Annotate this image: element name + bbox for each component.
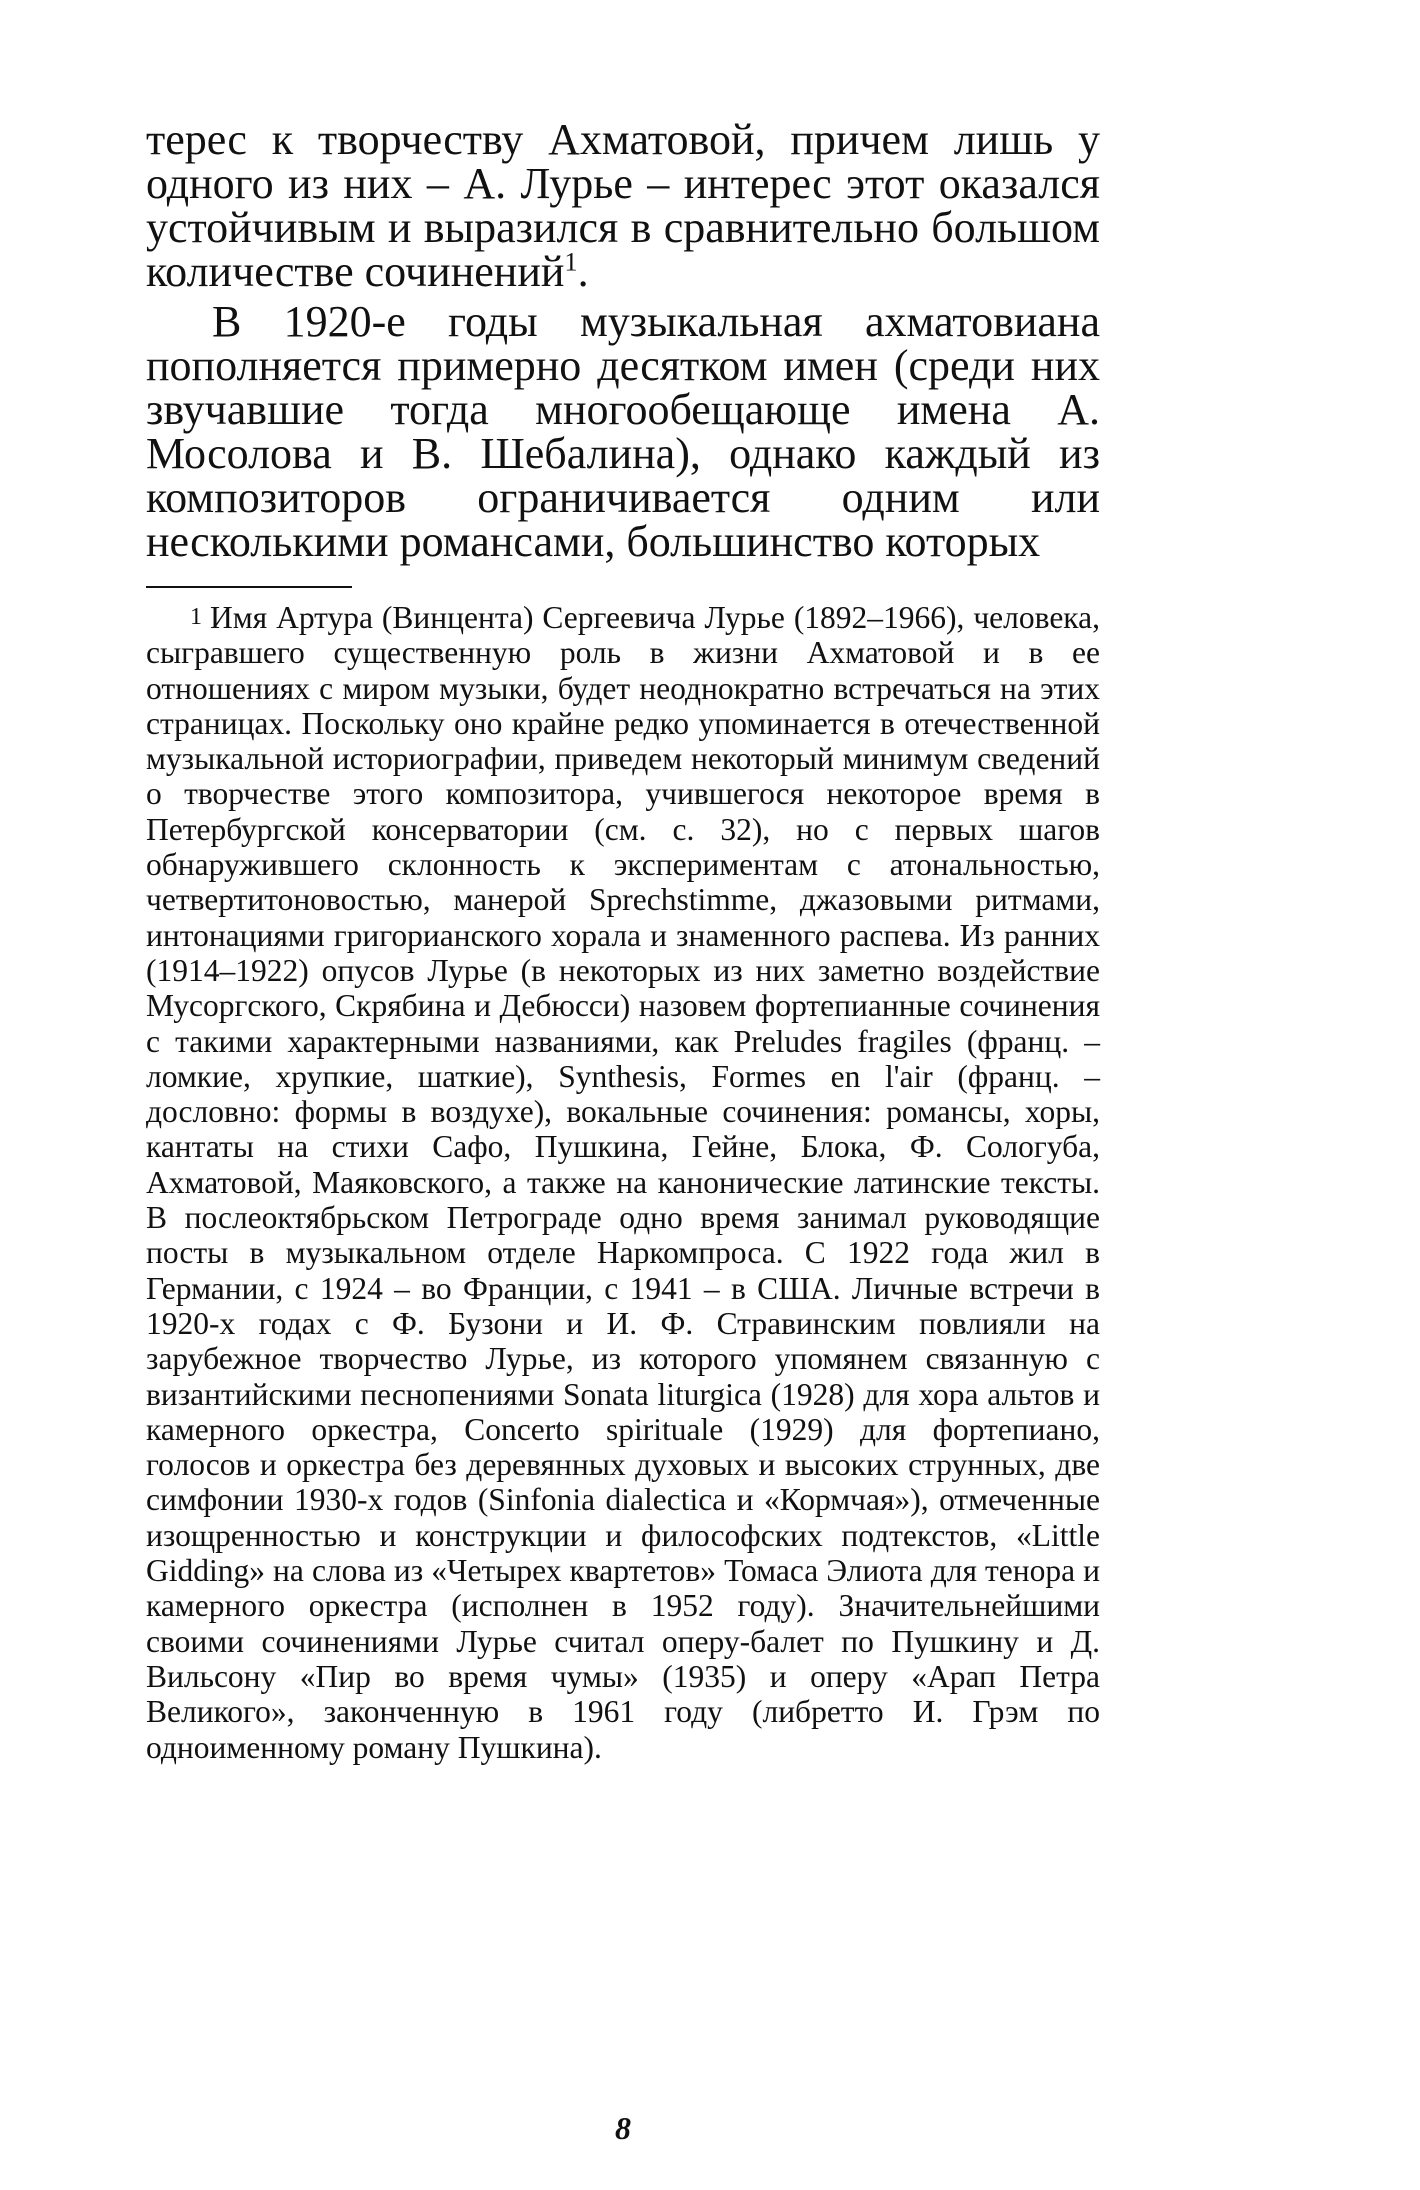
paragraph-2: В 1920-е годы музыкальная ахматовиана пополняется примерно десятком имен (среди них звучавшие тогда многообещающе имена А. Мосолова и В. Шебалина), однако каждый из композиторов ограничивается одним или несколькими романсами, большинство которых xyxy=(146,297,1100,566)
footnote-reference: 1 xyxy=(564,246,578,277)
footnote-separator xyxy=(146,586,352,588)
paragraph-1 xyxy=(146,115,1100,296)
page-number: 8 xyxy=(615,2110,631,2146)
footnote-text: Имя Артура (Винцента) Сергеевича Лурье (1892–1966), человека, сыгравшего существенную роль в жизни Ахматовой и в ее отношениях с миром музыки, будет неоднократно встречаться на этих страницах. Поскольку оно крайне редко упоминается в отечественной музыкальной историографии, приведем некоторый минимум сведений о творчестве этого композитора, учившегося некоторое время в Петербургской консерватории (см. с. 32), но с первых шагов обнаружившего склонность к экспериментам с атональностью, четвертитоновостью, манерой Sprechstimme, джазовыми ритмами, интонациями григорианского хорала и знаменного распева. Из ранних (1914–1922) опусов Лурье (в некоторых из них заметно воздействие Мусоргского, Скрябина и Дебюсси) назовем фортепианные сочинения с такими характерными названиями, как Preludes fragiles (франц. – ломкие, хрупкие, шаткие), Synthesis, Formes en l'air (франц. – дословно: формы в воздухе), вокальные сочинения: романсы, хоры, кантаты на стихи Сафо, Пушкина, Гейне, Блока, Ф. Сологуба, Ахматовой, Маяковского, а также на канонические латинские тексты. В послеоктябрьском Петрограде одно время занимал руководящие посты в музыкальном отделе Наркомпроса. С 1922 года жил в Германии, с 1924 – во Франции, с 1941 – в США. Личные встречи в 1920-х годах с Ф. Бузони и И. Ф. Стравинским повлияли на зарубежное творчество Лурье, из которого упомянем связанную с византийскими песнопениями Sonata liturgica (1928) для хора альтов и камерного оркестра, Concerto spirituale (1929) для фортепиано, голосов и оркестра без деревянных духовых и высоких струнных, две симфонии 1930-х годов (Sinfonia dialectica и «Кормчая»), отмеченные изощренностью и конструкции и философских подтекстов, «Little Gidding» на слова из «Четырех квартетов» Томаса Элиота для тенора и камерного оркестра (исполнен в 1952 году). Значительнейшими своими сочинениями Лурье считал оперу-балет по Пушкину и Д. Вильсону «Пир во время чумы» (1935) и оперу «Арап Петра Великого», законченную в 1961 году (либретто И. Грэм по одноименному роману Пушкина). xyxy=(146,600,1100,1765)
footnote-number: 1 xyxy=(190,604,202,630)
footnote xyxy=(146,600,1100,1765)
book-page xyxy=(146,115,1100,2146)
paragraph-1-end: . xyxy=(577,247,589,296)
main-text xyxy=(146,115,1100,566)
paragraph-1-text: терес к творчеству Ахматовой, причем лишь у одного из них – А. Лурье – интерес этот оказался устойчивым и выразился в сравнительно большом количестве сочинений xyxy=(146,115,1100,296)
